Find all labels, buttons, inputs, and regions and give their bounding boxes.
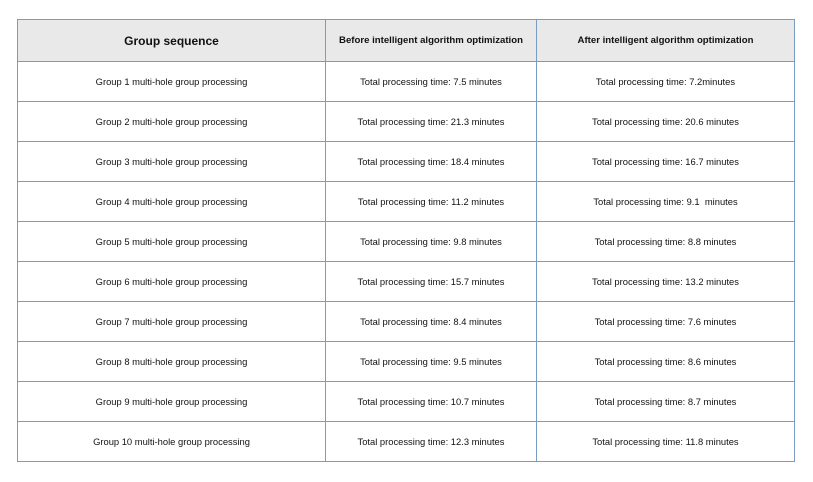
table-row [18, 422, 795, 462]
before-time-cell: Total processing time: 21.3 minutes [326, 102, 537, 142]
group-cell: Group 8 multi-hole group processing [18, 342, 326, 382]
table-row [18, 102, 795, 142]
processing-time-table [17, 19, 795, 462]
after-time-cell: Total processing time: 8.8 minutes [537, 222, 795, 262]
header-after-optimization: After intelligent algorithm optimization [537, 20, 795, 62]
after-time-cell: Total processing time: 13.2 minutes [537, 262, 795, 302]
group-cell: Group 6 multi-hole group processing [18, 262, 326, 302]
table-body [18, 62, 795, 462]
header-group-sequence: Group sequence [18, 20, 326, 62]
group-cell: Group 5 multi-hole group processing [18, 222, 326, 262]
table-row [18, 382, 795, 422]
before-time-cell: Total processing time: 9.8 minutes [326, 222, 537, 262]
group-cell: Group 10 multi-hole group processing [18, 422, 326, 462]
table-row [18, 302, 795, 342]
after-time-cell: Total processing time: 8.6 minutes [537, 342, 795, 382]
after-time-cell: Total processing time: 8.7 minutes [537, 382, 795, 422]
before-time-cell: Total processing time: 7.5 minutes [326, 62, 537, 102]
group-cell: Group 1 multi-hole group processing [18, 62, 326, 102]
group-cell: Group 7 multi-hole group processing [18, 302, 326, 342]
group-cell: Group 3 multi-hole group processing [18, 142, 326, 182]
before-time-cell: Total processing time: 11.2 minutes [326, 182, 537, 222]
before-time-cell: Total processing time: 18.4 minutes [326, 142, 537, 182]
before-time-cell: Total processing time: 8.4 minutes [326, 302, 537, 342]
table-row [18, 182, 795, 222]
before-time-cell: Total processing time: 10.7 minutes [326, 382, 537, 422]
before-time-cell: Total processing time: 15.7 minutes [326, 262, 537, 302]
group-cell: Group 4 multi-hole group processing [18, 182, 326, 222]
table-row [18, 342, 795, 382]
header-row [18, 20, 795, 62]
group-cell: Group 9 multi-hole group processing [18, 382, 326, 422]
table-row [18, 222, 795, 262]
group-cell: Group 2 multi-hole group processing [18, 102, 326, 142]
after-time-cell: Total processing time: 11.8 minutes [537, 422, 795, 462]
table-header [18, 20, 795, 62]
after-time-cell: Total processing time: 7.2minutes [537, 62, 795, 102]
header-before-optimization: Before intelligent algorithm optimization [326, 20, 537, 62]
table-row [18, 262, 795, 302]
before-time-cell: Total processing time: 12.3 minutes [326, 422, 537, 462]
table-row [18, 142, 795, 182]
after-time-cell: Total processing time: 20.6 minutes [537, 102, 795, 142]
after-time-cell: Total processing time: 16.7 minutes [537, 142, 795, 182]
after-time-cell: Total processing time: 9.1 minutes [537, 182, 795, 222]
before-time-cell: Total processing time: 9.5 minutes [326, 342, 537, 382]
after-time-cell: Total processing time: 7.6 minutes [537, 302, 795, 342]
table-row [18, 62, 795, 102]
